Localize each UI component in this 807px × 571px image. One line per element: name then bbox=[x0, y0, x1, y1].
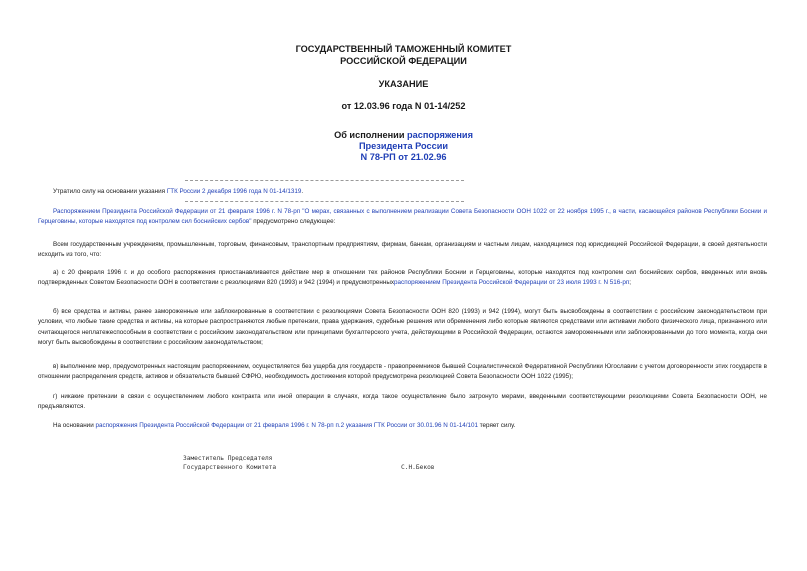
repealed-suffix: . bbox=[301, 188, 304, 195]
repealed-link[interactable]: ГТК России 2 декабря 1996 года N 01-14/1319 bbox=[166, 188, 302, 195]
paragraph-intro bbox=[38, 207, 767, 228]
order-516-link[interactable]: распоряжением Президента Российской Федерации от 23 июля 1993 г. N 516-рп bbox=[394, 279, 630, 287]
final-link[interactable]: распоряжения Президента Российской Федерации от 21 февраля 1996 г. N 78-рп п.2 указания ГТК России от 30.01.96 N 01-14/101 bbox=[95, 422, 478, 429]
subject-link-president[interactable]: Президента России bbox=[358, 141, 449, 151]
intro-suffix: предусмотрено следующее: bbox=[251, 218, 336, 226]
signature-title-line2: Государственного Комитета bbox=[183, 464, 277, 471]
signature-title-line1: Заместитель Председателя bbox=[183, 455, 273, 462]
paragraph-d bbox=[38, 392, 767, 413]
final-prefix: На основании bbox=[53, 422, 96, 429]
divider-top bbox=[185, 180, 464, 181]
paragraph-a-text: а) с 20 февраля 1996 г. и до особого распоряжения приостанавливается действие мер в отношении тех районов Республики Боснии и Герцеговины, которые находятся под контролем сил боснийских сербов, введенных или вновь подтвержденных Советом Безопасности ООН в соответствии с резолюциями 820 (1993) и 942 (1994) и предусмотренных bbox=[38, 269, 767, 287]
paragraph-final bbox=[38, 421, 767, 431]
doc-type: УКАЗАНИЕ bbox=[378, 79, 429, 89]
org-name-line1: ГОСУДАРСТВЕННЫЙ ТАМОЖЕННЫЙ КОМИТЕТ bbox=[295, 44, 512, 54]
doc-date-number: от 12.03.96 года N 01-14/252 bbox=[341, 101, 466, 111]
subject-link-number[interactable]: N 78-РП от 21.02.96 bbox=[360, 152, 447, 162]
org-name-line2: РОССИЙСКОЙ ФЕДЕРАЦИИ bbox=[340, 56, 467, 66]
paragraph-c-text: в) выполнение мер, предусмотренных настоящим распоряжением, осуществляется без ущерба для государств - правопреемников бывшей Социалистической Федеративной Республики Югославии с учетом договоренности этих государств в отношении распределения средств, активов и обязательств бывшей СФРЮ, необходимость достижения которой предусмотрена резолюцией Совета Безопасности ООН 1022 (1995); bbox=[38, 363, 767, 381]
repealed-prefix: Утратило силу на основании указания bbox=[53, 188, 167, 195]
paragraph-d-text: г) никакие претензии в связи с осуществлением любого контракта или иной операции в случаях, когда такое осуществление было затронуто мерами, введенными соответствующими резолюциями Совета Безопасности ООН, не предъявляются. bbox=[38, 393, 767, 411]
doc-subject bbox=[0, 130, 807, 142]
paragraph-b-text: б) все средства и активы, ранее замороженные или заблокированные в соответствии с резолюциями Совета Безопасности ООН 820 (1993) и 942 (1994), могут быть высвобождены в соответствии с российским законодательством при условии, что любые такие средства и активы, на которые распространяются любые претензии, права удержания, судебные решения или обременения либо которые являются средствами или активами любого физического лица, признанного или считающегося неплатежеспособным в соответствии с российским законодательством или принципами бухгалтерского учета, действующими в Российской Федерации, остаются замороженными или заблокированными до того момента, когда они могут быть высвобождены в соответствии с российским законодательством; bbox=[38, 308, 767, 347]
paragraph-all-entities bbox=[38, 240, 767, 261]
signature-name: С.Н.Беков bbox=[401, 464, 435, 471]
paragraph-b bbox=[38, 307, 767, 349]
paragraph-a bbox=[38, 268, 767, 289]
divider-bottom bbox=[185, 201, 464, 202]
subject-prefix: Об исполнении bbox=[334, 130, 408, 140]
subject-link-order[interactable]: распоряжения bbox=[407, 130, 473, 140]
paragraph-c bbox=[38, 362, 767, 383]
paragraph-all-entities-text: Всем государственным учреждениям, промышленным, торговым, финансовым, транспортным предприятиям, фирмам, банкам, организациям и частным лицам, находящимся под юрисдикцией Российской Федерации, в своей деятельности исходить из того, что: bbox=[38, 241, 767, 259]
final-suffix: теряет силу. bbox=[477, 422, 516, 429]
subject-line2 bbox=[0, 141, 807, 153]
paragraph-a-suffix: ; bbox=[629, 279, 632, 287]
subject-line3 bbox=[0, 152, 807, 164]
repealed-notice bbox=[38, 187, 767, 197]
order-link[interactable]: Распоряжением Президента Российской Федерации от 21 февраля 1996 г. N 78-рп "О мерах, связанных с выполнением реализации Совета Безопасности ООН 1022 от 22 ноября 1995 г., в части, касающейся районов Республики Боснии и Герцеговины, которые находятся под контролем сил боснийских сербов" bbox=[38, 208, 767, 226]
